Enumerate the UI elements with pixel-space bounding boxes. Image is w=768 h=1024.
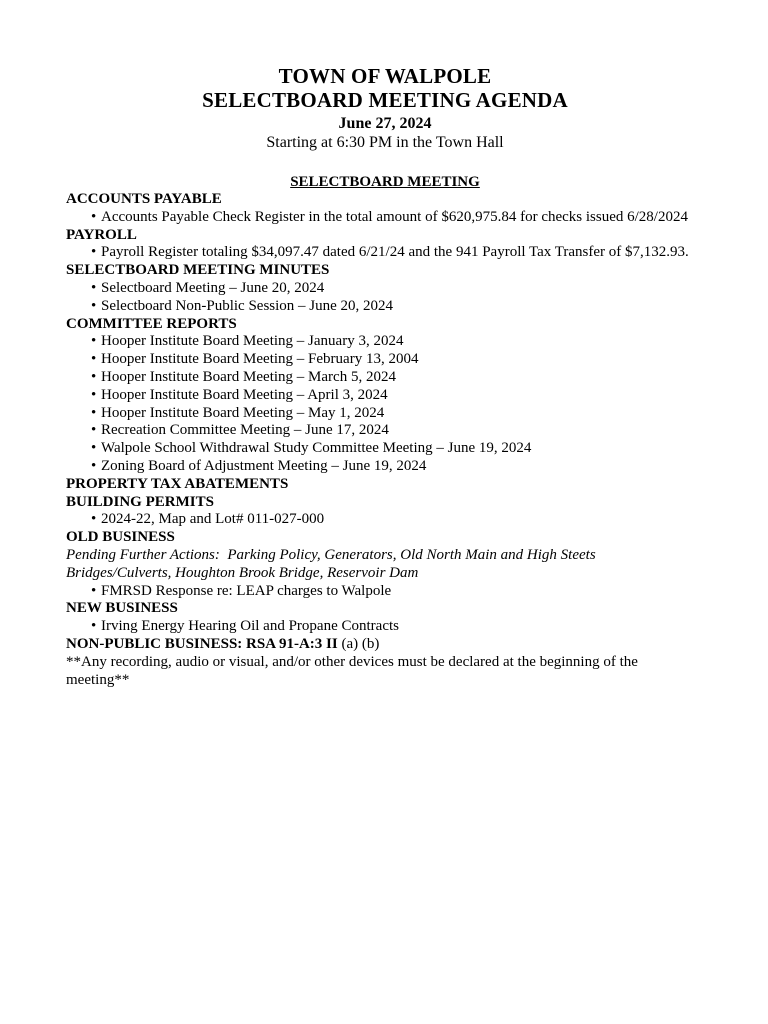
bullet-text: Hooper Institute Board Meeting – January 3, 2024 [101,333,404,350]
bullet-icon: • [91,440,97,457]
doc-title-line2: SELECTBOARD MEETING AGENDA [202,88,568,112]
bullet-icon: • [91,333,97,350]
section-heading: PROPERTY TAX ABATEMENTS [66,475,289,492]
bullet-item [66,369,704,387]
bullet-text: Accounts Payable Check Register in the total amount of $620,975.84 for checks issued 6/28/2024 [101,208,688,225]
bullet-text: FMRSD Response re: LEAP charges to Walpole [101,582,392,599]
doc-date: June 27, 2024 [338,115,432,132]
bullet-text: Zoning Board of Adjustment Meeting – June 19, 2024 [101,457,427,474]
bullet-text: 2024-22, Map and Lot# 011-027-000 [101,511,325,528]
bullet-item [66,405,704,423]
bullet-text: Hooper Institute Board Meeting – March 5, 2024 [101,368,396,385]
bullet-icon: • [91,279,97,296]
section-heading: BUILDING PERMITS [66,493,214,510]
bullet-icon: • [91,618,97,635]
bullet-item [66,298,704,316]
agenda-section [66,191,704,227]
bullet-icon: • [91,404,97,421]
section-heading: COMMITTEE REPORTS [66,315,237,332]
bullet-icon: • [91,582,97,599]
bullet-item [66,422,704,440]
old-business-pending-note: Pending Further Actions: Parking Policy, Generators, Old North Main and High Steets Bridges/Culverts, Houghton Brook Bridge, Reservoir Dam [66,546,600,581]
agenda-section [66,600,704,636]
section-heading [66,636,704,654]
bullet-item [66,244,704,262]
agenda-section [66,529,704,600]
agenda-section [66,476,704,494]
closing-note: **Any recording, audio or visual, and/or other devices must be declared at the beginning of the meeting** [66,653,638,688]
section-heading-suffix: (a) (b) [341,635,380,652]
bullet-item [66,511,704,529]
bullet-icon: • [91,422,97,439]
bullet-item [66,440,704,458]
meeting-heading: SELECTBOARD MEETING [290,174,480,190]
bullet-item [66,280,704,298]
bullet-item [66,209,704,227]
bullet-icon: • [91,208,97,225]
bullet-icon: • [91,368,97,385]
bullet-icon: • [91,386,97,403]
bullet-text: Hooper Institute Board Meeting – April 3, 2024 [101,386,388,403]
bullet-icon: • [91,244,97,261]
bullet-item [66,333,704,351]
bullet-item [66,583,704,601]
agenda-section [66,636,704,654]
bullet-text: Payroll Register totaling $34,097.47 dated 6/21/24 and the 941 Payroll Tax Transfer of $7,132.93. [101,244,689,261]
doc-title-line1: TOWN OF WALPOLE [278,64,492,88]
bullet-text: Hooper Institute Board Meeting – May 1, 2024 [101,404,385,421]
bullet-icon: • [91,511,97,528]
section-heading: NEW BUSINESS [66,600,178,617]
agenda-section [66,494,704,530]
agenda-section [66,262,704,315]
bullet-text: Recreation Committee Meeting – June 17, 2024 [101,422,389,439]
bullet-item [66,387,704,405]
section-heading: SELECTBOARD MEETING MINUTES [66,262,330,279]
doc-subtitle: Starting at 6:30 PM in the Town Hall [266,134,504,151]
bullet-text: Hooper Institute Board Meeting – February 13, 2004 [101,351,419,368]
bullet-icon: • [91,457,97,474]
section-heading: OLD BUSINESS [66,529,175,546]
bullet-icon: • [91,297,97,314]
bullet-text: Irving Energy Hearing Oil and Propane Contracts [101,618,399,635]
section-heading-bold-text: NON-PUBLIC BUSINESS: RSA 91-A:3 II [66,635,338,652]
bullet-item [66,458,704,476]
agenda-body [66,191,704,689]
agenda-section [66,227,704,263]
bullet-icon: • [91,351,97,368]
bullet-item [66,351,704,369]
bullet-text: Walpole School Withdrawal Study Committee Meeting – June 19, 2024 [101,440,532,457]
bullet-item [66,618,704,636]
agenda-section [66,316,704,476]
bullet-text: Selectboard Meeting – June 20, 2024 [101,279,325,296]
section-heading: ACCOUNTS PAYABLE [66,191,222,207]
bullet-text: Selectboard Non-Public Session – June 20, 2024 [101,297,394,314]
section-heading: PAYROLL [66,226,137,243]
